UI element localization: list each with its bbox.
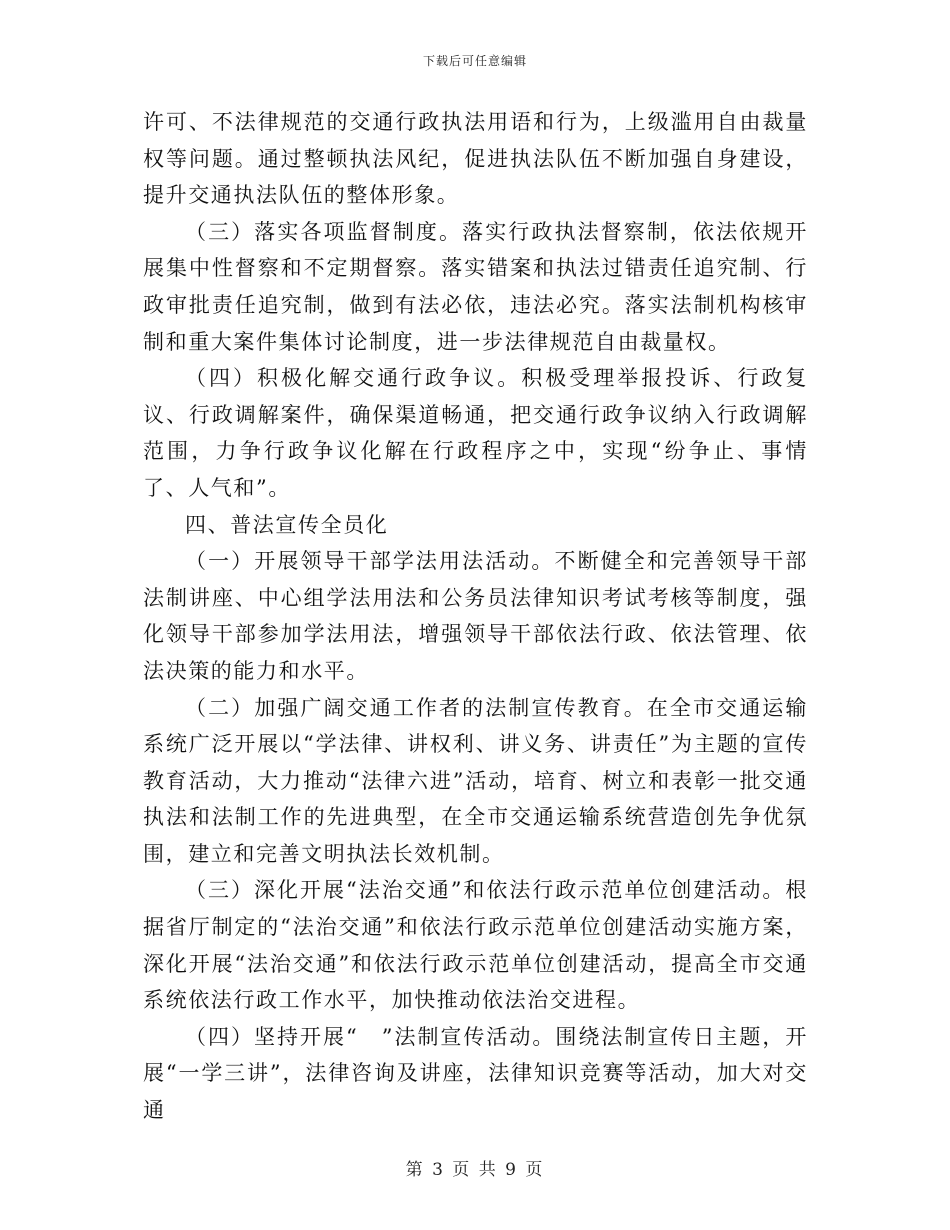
paragraph-dispute-resolution: （四）积极化解交通行政争议。积极受理举报投诉、行政复议、行政调解案件，确保渠道畅通，把交通行政争议纳入行政调解范围，力争行政争议化解在行政程序之中，实现“纷争止、事情了、人气和”。 — [143, 366, 808, 500]
paragraph-rule-of-law-traffic: （三）深化开展“法治交通”和依法行政示范单位创建活动。根据省厅制定的“法治交通”和依法行政示范单位创建活动实施方案，深化开展“法治交通”和依法行政示范单位创建活动，提高全市交通系统依法行政工作水平，加快推动依法治交进程。 — [143, 878, 808, 1013]
paragraph-leaders-study: （一）开展领导干部学法用法活动。不断健全和完善领导干部法制讲座、中心组学法用法和公务员法律知识考试考核等制度，强化领导干部参加学法用法，增强领导干部依法行政、依法管理、依法决策的能力和水平。 — [143, 549, 808, 683]
paragraph-continuation: 许可、不法律规范的交通行政执法用语和行为，上级滥用自由裁量权等问题。通过整顿执法风纪，促进执法队伍不断加强自身建设，提升交通执法队伍的整体形象。 — [143, 110, 808, 208]
page-header-note: 下载后可任意编辑 — [422, 54, 527, 68]
section-heading-legal-publicity: 四、普法宣传全员化 — [185, 512, 389, 537]
paragraph-supervision: （三）落实各项监督制度。落实行政执法督察制，依法依规开展集中性督察和不定期督察。落实错案和执法过错责任追究制、行政审批责任追究制，做到有法必依，违法必究。落实法制机构核审制和重大案件集体讨论制度，进一步法律规范自由裁量权。 — [143, 219, 808, 354]
document-body — [143, 104, 808, 1129]
page-number-footer: 第 3 页 共 9 页 — [405, 1160, 545, 1180]
paragraph-publicity-activities: （四）坚持开展“ ”法制宣传活动。围绕法制宣传日主题，开展“一学三讲”，法律咨询及讲座，法律知识竞赛等活动，加大对交通 — [143, 1024, 808, 1123]
paragraph-workers-education: （二）加强广阔交通工作者的法制宣传教育。在全市交通运输系统广泛开展以“学法律、讲权利、讲义务、讲责任”为主题的宣传教育活动，大力推动“法律六进”活动，培育、树立和表彰一批交通执法和法制工作的先进典型，在全市交通运输系统营造创先争优氛围，建立和完善文明执法长效机制。 — [143, 695, 808, 866]
